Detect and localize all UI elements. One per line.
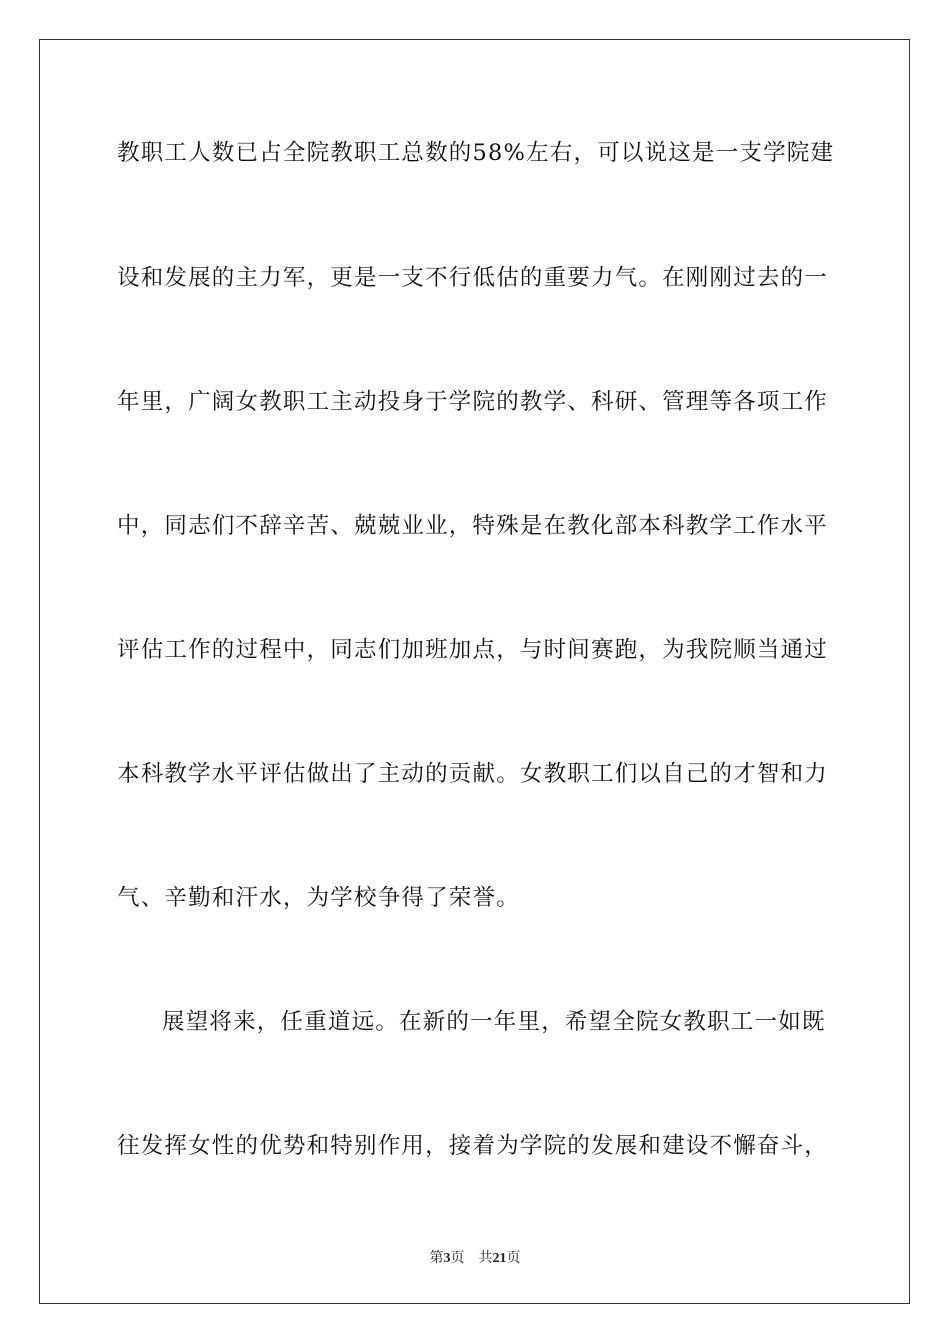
- body-line-6: 本科教学水平评估做出了主动的贡献。女教职工们以自己的才智和力: [117, 761, 829, 787]
- footer-page-suffix: 页: [450, 1251, 465, 1266]
- footer-page-prefix: 第: [429, 1251, 444, 1266]
- page-footer: [0, 1247, 950, 1267]
- body-line-7: 气、辛勤和汗水，为学校争得了荣誉。: [117, 885, 520, 911]
- body-line-4: 中，同志们不辞辛苦、兢兢业业，特殊是在教化部本科教学工作水平: [117, 513, 829, 539]
- page-border: [39, 39, 910, 1304]
- body-line-8: 展望将来，任重道远。在新的一年里，希望全院女教职工一如既: [162, 1009, 826, 1035]
- footer-total-suffix: 页: [506, 1251, 521, 1266]
- body-line-5: 评估工作的过程中，同志们加班加点，与时间赛跑，为我院顺当通过: [117, 637, 829, 663]
- body-line-3: 年里，广阔女教职工主动投身于学院的教学、科研、管理等各项工作: [117, 389, 829, 415]
- body-line-2: 设和发展的主力军，更是一支不行低估的重要力气。在刚刚过去的一: [117, 265, 829, 291]
- footer-total-pages: 21: [492, 1251, 507, 1266]
- footer-page-number: 3: [443, 1251, 451, 1266]
- body-line-1: 教职工人数已占全院教职工总数的58%左右，可以说这是一支学院建: [117, 140, 835, 166]
- footer-total-prefix: 共: [478, 1251, 493, 1266]
- body-line-9: 往发挥女性的优势和特别作用，接着为学院的发展和建设不懈奋斗，: [117, 1133, 829, 1159]
